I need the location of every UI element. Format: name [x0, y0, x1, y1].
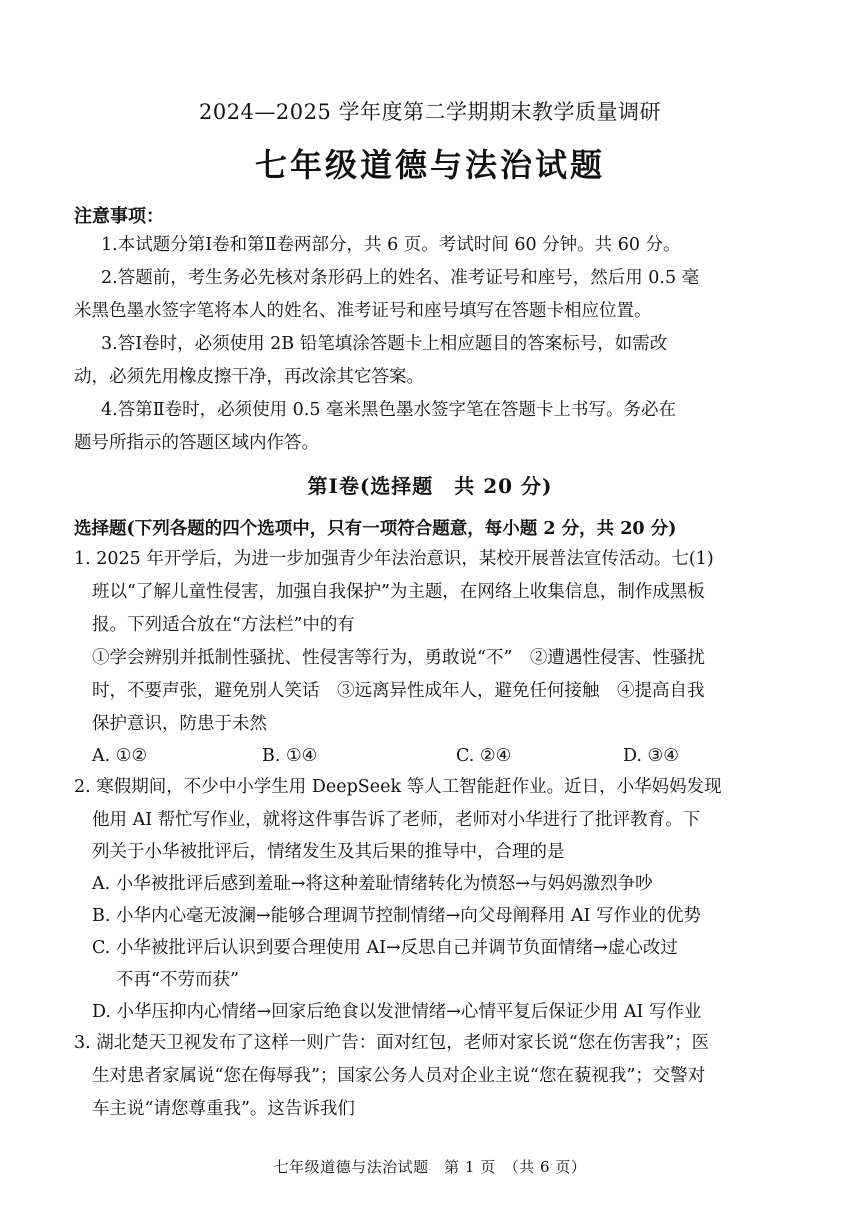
question-2-option-b: B. 小华内心毫无波澜→能够合理调节控制情绪→向父母阐释用 AI 写作业的优势: [92, 906, 701, 926]
question-3-line: 3. 湖北楚天卫视发布了这样一则广告：面对红包，老师对家长说“您在伤害我”；医: [74, 1033, 710, 1053]
question-2-line: 他用 AI 帮忙写作业，就将这件事告诉了老师，老师对小华进行了批评教育。下: [92, 810, 701, 830]
question-1-option-d: D. ③④: [623, 746, 679, 766]
section-instruction: 选择题(下列各题的四个选项中，只有一项符合题意，每小题 2 分，共 20 分): [74, 519, 677, 539]
notice-item: 题号所指示的答题区域内作答。: [74, 433, 319, 453]
question-2-option-c-cont: 不再“不劳而获”: [116, 970, 239, 990]
question-2-option-d: D. 小华压抑内心情绪→回家后绝食以发泄情绪→心情平复后保证少用 AI 写作业: [92, 1002, 702, 1022]
question-1-option-a: A. ①②: [92, 746, 148, 766]
question-2-line: 列关于小华被批评后，情绪发生及其后果的推导中，合理的是: [92, 842, 565, 862]
question-1-option-b: B. ①④: [262, 746, 318, 766]
exam-header: 2024—2025 学年度第二学期期末教学质量调研: [198, 100, 662, 124]
question-1-line: 报。下列适合放在“方法栏”中的有: [92, 615, 355, 635]
notice-item: 4.答第Ⅱ卷时，必须使用 0.5 毫米黑色墨水签字笔在答题卡上书写。务必在: [101, 400, 677, 420]
question-3-line: 生对患者家属说“您在侮辱我”；国家公务人员对企业主说“您在藐视我”；交警对: [92, 1066, 706, 1086]
question-1-line: 时，不要声张，避免别人笑话 ③远离异性成年人，避免任何接触 ④提高自我: [92, 681, 705, 701]
question-1-line: ①学会辨别并抵制性骚扰、性侵害等行为，勇敢说“不” ②遭遇性侵害、性骚扰: [92, 648, 705, 668]
question-1-line: 1. 2025 年开学后，为进一步加强青少年法治意识，某校开展普法宣传活动。七(1): [74, 549, 714, 569]
question-1-line: 保护意识，防患于未然: [92, 714, 267, 734]
section-title: 第Ⅰ卷(选择题 共 20 分): [307, 474, 553, 498]
notice-item: 米黑色墨水签字笔将本人的姓名、准考证号和座号填写在答题卡相应位置。: [74, 301, 652, 321]
notice-item: 3.答Ⅰ卷时，必须使用 2B 铅笔填涂答题卡上相应题目的答案标号，如需改: [101, 334, 668, 354]
question-2-line: 2. 寒假期间，不少中小学生用 DeepSeek 等人工智能赶作业。近日，小华妈妈发现: [74, 777, 722, 797]
notice-item: 动，必须先用橡皮擦干净，再改涂其它答案。: [74, 367, 424, 387]
question-2-option-a: A. 小华被批评后感到羞耻→将这种羞耻情绪转化为愤怒→与妈妈激烈争吵: [92, 874, 653, 894]
question-2-option-c: C. 小华被批评后认识到要合理使用 AI→反思自己并调节负面情绪→虚心改过: [92, 938, 678, 958]
question-1-line: 班以“了解儿童性侵害，加强自我保护”为主题，在网络上收集信息，制作成黑板: [92, 582, 705, 602]
notice-heading: 注意事项：: [74, 206, 164, 227]
page-title: 七年级道德与法治试题: [254, 146, 605, 184]
notice-item: 2.答题前，考生务必先核对条形码上的姓名、准考证号和座号，然后用 0.5 毫: [101, 268, 700, 288]
question-3-line: 车主说“请您尊重我”。这告诉我们: [92, 1099, 355, 1119]
page-footer: 七年级道德与法治试题 第 1 页 （共 6 页）: [273, 1158, 587, 1176]
notice-item: 1.本试题分第Ⅰ卷和第Ⅱ卷两部分，共 6 页。考试时间 60 分钟。共 60 分。: [101, 235, 681, 255]
question-1-option-c: C. ②④: [456, 746, 512, 766]
